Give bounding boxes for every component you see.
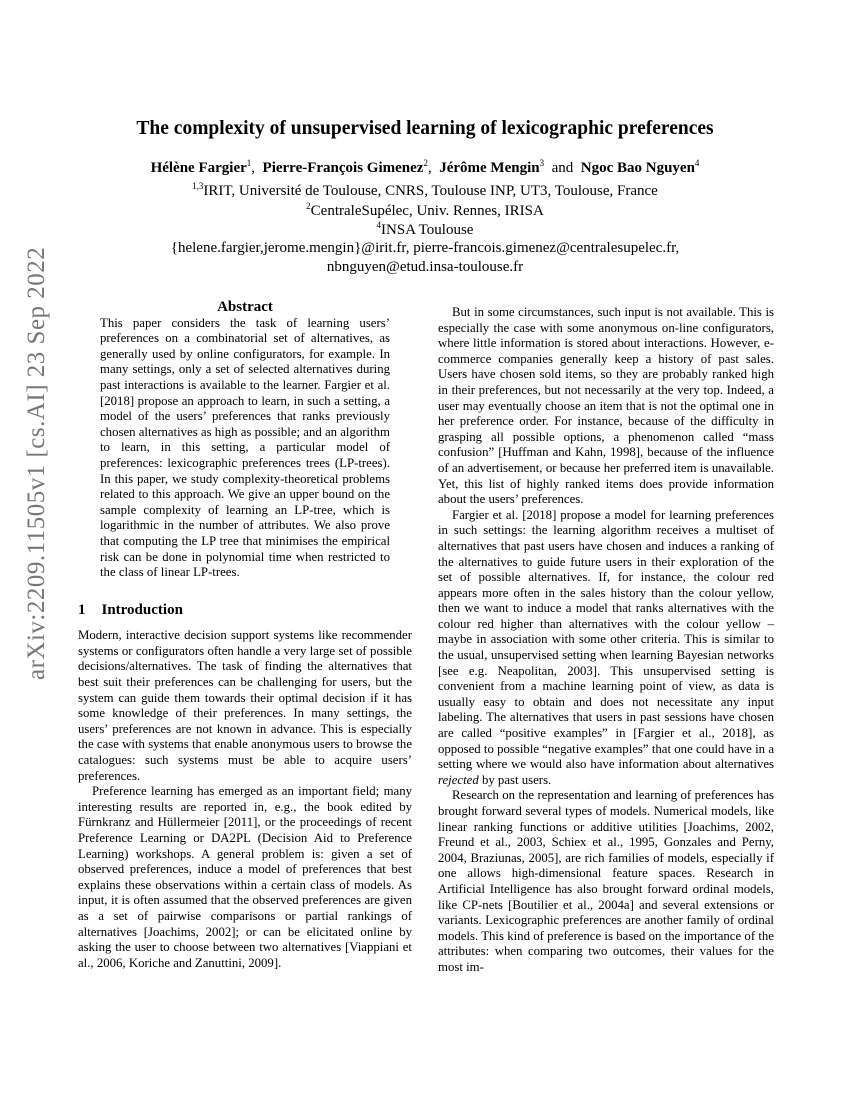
author-name: Hélène Fargier [150,160,247,176]
right-column [438,305,774,976]
paragraph: Preference learning has emerged as an important field; many interesting results are reported in, e.g., the book edited by Fürnkranz and Hüllermeier [2011], or the proceedings of recent Preference Learning or DA2PL (Decision Aid to Preference Learning) workshops. A general problem is: given a set of observed preferences, induce a model of preferences that best explains these observations within a certain class of models. As input, it is often assumed that the observed preferences are given as a set of pairwise comparisons or partial rankings of alternatives [Joachims, 2002]; or can be elicitated online by asking the user to choose between two alternatives [Viappiani et al., 2006, Koriche and Zanuttini, 2009]. [78,784,412,970]
affiliation [0,220,850,239]
arxiv-identifier: arXiv:2209.11505v1 [cs.AI] 23 Sep 2022 [23,246,50,680]
author-separator: , [251,160,256,176]
author-separator: , [427,160,432,176]
abstract-text: This paper considers the task of learning users’ preferences on a combinatorial set of alternatives, as generally used by online configurators, for example. In many settings, only a set of selected alternatives during past interactions is available to the learner. Fargier et al. [2018] propose an approach to learn, in such a setting, a model of the users’ preferences that ranks previously chosen alternatives as high as possible; and an algorithm to learn, in this setting, a particular model of preferences: lexicographic preferences trees (LP-trees). In this paper, we study complexity-theoretical problems related to this approach. We give an upper bound on the sample complexity of learning an LP-tree, which is logarithmic in the number of attributes. We also prove that computing the LP tree that minimises the empirical risk can be done in polynomial time when restricted to the class of linear LP-trees. [100,315,390,580]
paragraph: Research on the representation and learning of preferences has brought forward several types of models. Numerical models, like linear ranking functions or additive utilities [Joachims, 2002, Freund et al., 2003, Schiex et al., 1995, Gonzales and Perny, 2004, Braziunas, 2005], are rich families of models, especially if one allows high-dimensional feature spaces. Research in Artificial Intelligence has also brought forward ordinal models, like CP-nets [Boutilier et al., 2004a] and several extensions or variants. Lexicographic preferences are another family of ordinal models. This kind of preference is based on the importance of the attributes: when comparing two outcomes, their values for the most im- [438,788,774,974]
section-heading [78,603,412,619]
affiliation [0,201,850,220]
paragraph: Modern, interactive decision support systems like recommender systems or configurators often handle a very large set of possible decisions/alternatives. The task of finding the alternatives that best suit their preferences can be challenging for users, but the system can guide them towards their optimal decision if it has some knowledge of their preferences. In many settings, the users’ preferences are not known in advance. This is especially the case with systems that enable anonymous users to browse the catalogues: such systems must be able to acquire users’ preferences. [78,628,412,783]
paragraph [438,508,774,789]
author-mark: 4 [694,158,700,168]
affiliation-mark: 4 [376,220,382,230]
author-and: and [551,160,574,176]
author-mark: 2 [423,158,428,168]
paragraph: But in some circumstances, such input is not available. This is especially the case with some anonymous on-line configurators, where little information is stored about interactions. However, e-commerce companies generally keep a history of past sales. Users have chosen sold items, so they are probably ranked high in their preferences, but not necessarily at the very top. Indeed, a user may eventually choose an item that is not the optimal one in her preference order. For instance, because of the difficulty in grasping all possible options, a phenomenon called “mass confusion” [Huffman and Kahn, 1998], because of the influence of an advertisement, or because her preferred item is unavailable. Yet, this list of highly ranked items does provide information about the users’ preferences. [438,305,774,507]
author-name: Jérôme Mengin [439,160,540,176]
section-title: Introduction [101,601,183,618]
section-number: 1 [78,601,86,618]
affiliation [0,181,850,200]
author-name: Ngoc Bao Nguyen [580,160,695,176]
paper-title: The complexity of unsupervised learning of lexicographic preferences [136,118,714,139]
affiliation-text: IRIT, Université de Toulouse, CNRS, Toulouse INP, UT3, Toulouse, France [203,183,658,199]
paragraph-text: by past users. [481,772,552,787]
email-line: {helene.fargier,jerome.mengin}@irit.fr, pierre-francois.gimenez@centralesupelec.fr, [170,240,680,256]
affiliation-text: CentraleSupélec, Univ. Rennes, IRISA [310,203,544,219]
author-name: Pierre-François Gimenez [262,160,424,176]
author-mark: 3 [539,158,545,168]
affiliation-mark: 2 [306,201,311,211]
paragraph-text: Fargier et al. [2018] propose a model for learning preferences in such settings: the learning algorithm receives a multiset of alternatives that past users have chosen and induces a ranking of the alternatives to guide future users in their exploration of the set of possible alternatives. If, for instance, the colour red appears more often in the sales history than the colour yellow, then we want to induce a model that ranks alternatives with the colour red higher than alternatives with the colour yellow – maybe in association with some other criteria. This is similar to the usual, unsupervised setting when learning Bayesian networks [see e.g. Neapolitan, 2003]. This unsupervised setting is convenient from a machine learning point of view, as data is usually easy to obtain and does not necessitate any input labeling. The alternatives that users in past sessions have chosen are called “positive examples” in [Fargier et al., 2018], as opposed to possible “negative examples” that one could have in a setting where we would also have information about alternatives [438,507,774,772]
affiliation-mark: 1,3 [192,181,204,191]
affiliation-text: INSA Toulouse [381,222,474,238]
author-mark: 1 [246,158,252,168]
abstract-heading: Abstract [217,299,273,315]
author-list [0,158,850,177]
email-line: nbnguyen@etud.insa-toulouse.fr [326,259,524,275]
emphasis: rejected [438,772,479,787]
left-column [78,300,412,971]
